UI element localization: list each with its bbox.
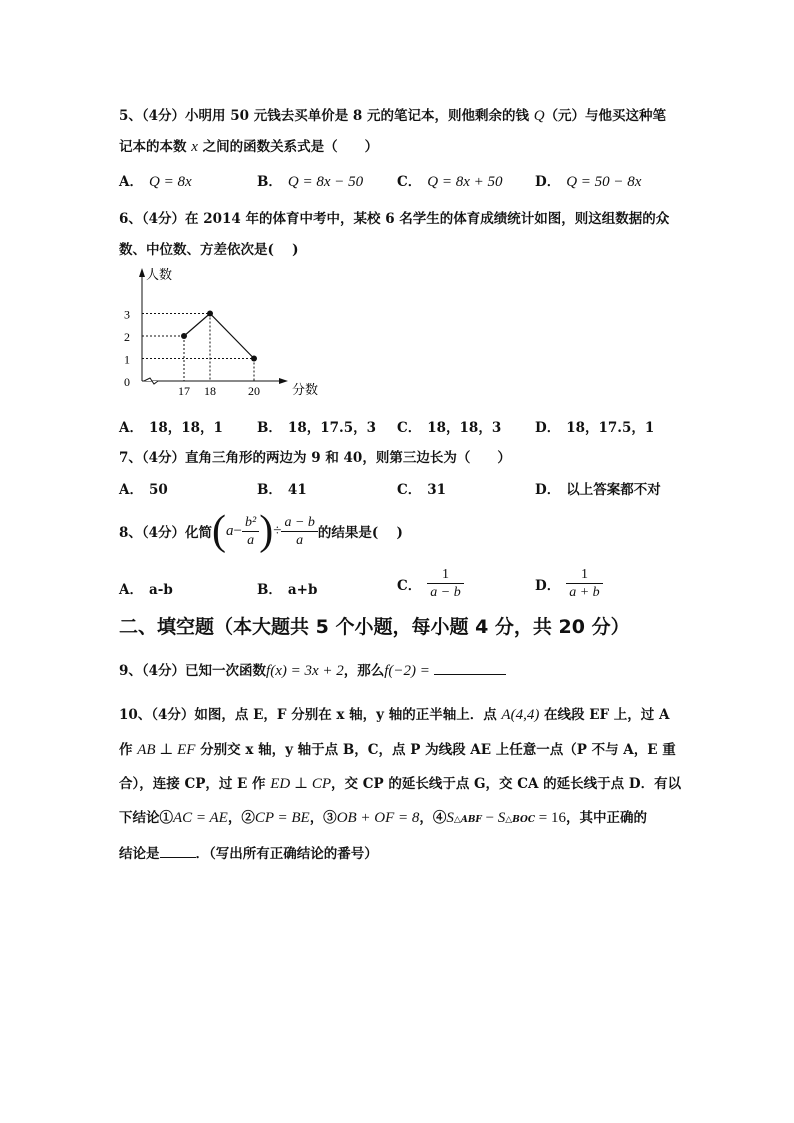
x-axis-label: 分数	[292, 382, 319, 397]
q7-options	[119, 478, 679, 500]
q8-option-a[interactable]: A． a-b	[119, 582, 173, 598]
q5-text-suffix: （元）与他买这种笔	[544, 108, 667, 124]
q6-option-a[interactable]: A． 18，18，1	[119, 420, 223, 436]
q6-option-d[interactable]: D． 18，17.5，1	[535, 420, 655, 436]
q7-option-c[interactable]: C． 31	[397, 482, 447, 498]
q8-frac1: $\frac{\text{b²}}{a}$	[242, 514, 259, 549]
q8-option-c[interactable]: C． $\frac{1}{a - b}$	[397, 566, 464, 601]
q7-option-a[interactable]: A． 50	[119, 482, 168, 498]
q6-options	[119, 416, 679, 438]
data-point-17	[181, 333, 187, 339]
y-tick-label-2: 2	[124, 330, 130, 344]
q7-line1: 7、（4分）直角三角形的两边为 9 和 40，则第三边长为（ ）	[119, 450, 511, 466]
x-tick-label-17: 17	[178, 384, 190, 398]
q5-option-d[interactable]: D． Q = 50 − 8x	[535, 174, 642, 190]
q5-var-q: Q	[533, 108, 545, 124]
x-tick-label-20: 20	[248, 384, 260, 398]
q8-line1	[119, 508, 403, 554]
q5-line1	[119, 104, 666, 125]
data-point-20	[251, 356, 257, 362]
q5-line2	[119, 135, 378, 156]
data-point-18	[207, 311, 213, 317]
q6-option-c[interactable]: C． 18，18，3	[397, 420, 502, 436]
q5-option-c[interactable]: C． Q = 8x + 50	[397, 174, 503, 190]
y-tick-label-3: 3	[124, 307, 130, 322]
q10-line1: 10、（4分）如图，点 E，F 分别在 x 轴，y 轴的正半轴上．点 A(4,4) 在线段 EF 上，过 A	[119, 707, 670, 723]
q8-left-paren: (	[212, 508, 227, 554]
q5-option-b[interactable]: B． Q = 8x − 50	[257, 174, 364, 190]
q9-text-mid: ，那么	[343, 663, 385, 679]
q10-point-a: A(4,4)	[501, 707, 540, 723]
q8-options	[119, 566, 679, 606]
q8-right-paren: )	[259, 508, 274, 554]
q9-query: f(−2) =	[384, 663, 434, 679]
q8-div: ÷	[273, 522, 282, 539]
q7-option-b[interactable]: B． 41	[257, 482, 307, 498]
q8-text-suffix: 的结果是( )	[317, 525, 403, 541]
q9-func: f(x) = 3x + 2	[266, 663, 344, 679]
q8-option-d[interactable]: D． $\frac{1}{a + b}$	[535, 566, 603, 601]
q5-text2-suffix: 之间的函数关系式是（ ）	[197, 139, 379, 155]
q8-minus: −	[233, 522, 243, 539]
x-tick-label-18: 18	[204, 384, 216, 398]
q10-line3: 合），连接 CP，过 E 作 ED ⊥ CP，交 CP 的延长线于点 G，交 CA 的延长线于点 D．有以	[119, 776, 682, 792]
q10-line2: 作 AB ⊥ EF 分别交 x 轴，y 轴于点 B，C，点 P 为线段 AE 上任意一点（P 不与 A，E 重	[119, 742, 676, 758]
q9-line1	[119, 659, 506, 680]
y-tick-label-0: 0	[124, 375, 130, 389]
q7-option-d[interactable]: D． 以上答案都不对	[535, 482, 661, 498]
y-tick-label-1: 1	[124, 352, 130, 367]
q8-text: 8、（4分）化简	[119, 525, 213, 541]
q6-line2: 数、中位数、方差依次是( )	[119, 242, 299, 258]
y-axis-arrow	[139, 268, 145, 277]
x-axis-break	[144, 378, 158, 384]
q5-var-x: x	[191, 139, 198, 155]
q6-chart	[112, 262, 322, 402]
q9-answer-blank[interactable]	[434, 660, 506, 675]
q9-text: 9、（4分）已知一次函数	[119, 663, 267, 679]
q6-option-b[interactable]: B． 18，17.5，3	[257, 420, 376, 436]
q8-frac2: $\frac{a - b}{a}$	[281, 514, 317, 549]
q10-line4: 下结论①AC = AE，②CP = BE，③OB + OF = 8，④S△ABF − S△BOC = 16，其中正确的	[119, 810, 647, 826]
section-title: 二、填空题（本大题共 5 个小题，每小题 4 分，共 20 分）	[119, 616, 630, 638]
q5-options	[119, 170, 679, 192]
q5-text2: 记本的本数	[119, 139, 192, 155]
q10-answer-blank[interactable]	[160, 843, 196, 858]
q5-option-a[interactable]: A． Q = 8x	[119, 174, 192, 190]
series-line	[184, 314, 254, 359]
q5-text: 5、（4分）小明用 50 元钱去买单价是 8 元的笔记本，则他剩余的钱	[119, 108, 534, 124]
q6-line1: 6、（4分）在 2014 年的体育中考中，某校 6 名学生的体育成绩统计如图，则这组数据的众	[119, 211, 670, 227]
y-axis-label: 人数	[146, 267, 173, 282]
x-axis-arrow	[279, 378, 288, 384]
q8-expr-a: a	[226, 522, 234, 539]
q8-option-b[interactable]: B． a+b	[257, 582, 318, 598]
q10-line5: 结论是 ．（写出所有正确结论的番号）	[119, 842, 378, 862]
